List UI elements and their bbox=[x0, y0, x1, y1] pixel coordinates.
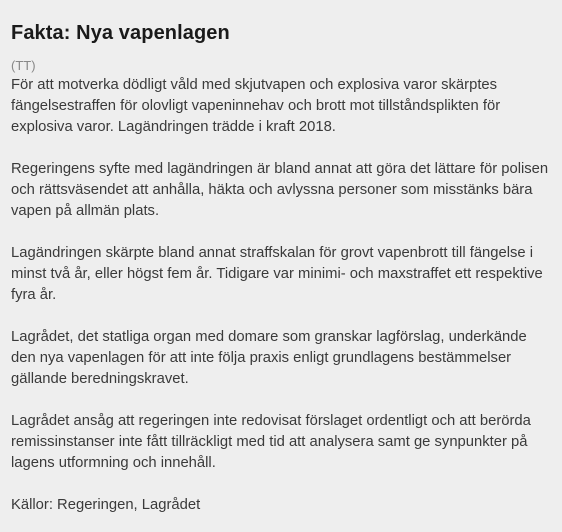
paragraph-lagradet-reasoning: Lagrådet ansåg att regeringen inte redovisat förslaget ordentligt och att berörda remissinstanser inte fått tillräckligt med tid att analysera samt ge synpunkter på lagens utformning och innehåll. bbox=[11, 413, 531, 471]
sources-line: Källor: Regeringen, Lagrådet bbox=[11, 497, 201, 513]
paragraph-purpose: Regeringens syfte med lagändringen är bland annat att göra det lättare för polisen och rättsväsendet att anhålla, häkta och avlyssna personer som misstänks bära vapen på allmän plats. bbox=[11, 161, 549, 219]
source-tag: (TT) bbox=[11, 58, 36, 73]
paragraph-lagradet-rejection: Lagrådet, det statliga organ med domare som granskar lagförslag, underkände den nya vapenlagen för att inte följa praxis enligt grundlagens bestämmelser gällande beredningskravet. bbox=[11, 329, 527, 387]
fact-box-body bbox=[11, 75, 550, 516]
paragraph-background: För att motverka dödligt våld med skjutvapen och explosiva varor skärptes fängelsestraffen för olovligt vapeninnehav och brott mot tillståndsplikten för explosiva varor. Lagändringen trädde i kraft 2018. bbox=[11, 77, 501, 135]
paragraph-penalties: Lagändringen skärpte bland annat straffskalan för grovt vapenbrott till fängelse i minst två år, eller högst fem år. Tidigare var minimi- och maxstraffet ett respektive fyra år. bbox=[11, 245, 543, 303]
fact-box-title: Fakta: Nya vapenlagen bbox=[11, 22, 230, 44]
